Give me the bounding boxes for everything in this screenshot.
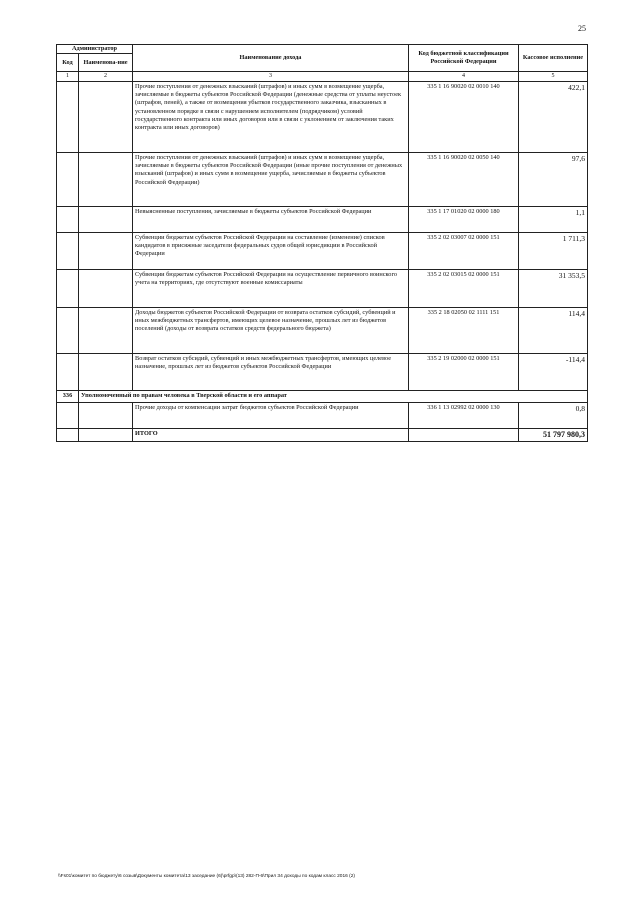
amount: 422,1	[519, 81, 588, 152]
table-row	[57, 152, 588, 206]
income-name: Субвенции бюджетам субъектов Российской Федерации на составление (изменение) списков кандидатов в присяжные заседатели федеральных судов общей юрисдикции в Российской Федерации	[133, 232, 409, 269]
column-number: 3	[133, 72, 409, 82]
amount: 0,8	[519, 402, 588, 428]
income-name: Возврат остатков субсидий, субвенций и иных межбюджетных трансфертов, имеющих целевое назначение, прошлых лет из бюджетов субъектов Российской Федерации	[133, 353, 409, 390]
header-cash-execution: Кассовое исполнение	[519, 45, 588, 72]
table-row	[57, 402, 588, 428]
header-code: Код	[57, 54, 79, 72]
budget-code: 335 2 19 02000 02 0000 151	[409, 353, 519, 390]
column-number: 5	[519, 72, 588, 82]
header-admin-name: Наименова-ние	[79, 54, 133, 72]
amount: 1 711,3	[519, 232, 588, 269]
column-number: 2	[79, 72, 133, 82]
amount: 97,6	[519, 152, 588, 206]
header-administrator: Администратор	[57, 45, 133, 54]
column-number: 4	[409, 72, 519, 82]
budget-code: 335 2 02 03015 02 0000 151	[409, 269, 519, 307]
admin-code: 336	[57, 390, 79, 402]
table-row	[57, 269, 588, 307]
amount: 1,1	[519, 206, 588, 232]
table-row	[57, 307, 588, 353]
admin-name: Уполномоченный по правам человека в Тверской области и его аппарат	[79, 390, 588, 402]
total-value: 51 797 980,3	[519, 428, 588, 442]
total-label: ИТОГО	[133, 428, 409, 442]
table-row	[57, 353, 588, 390]
admin-section-row	[57, 390, 588, 402]
budget-code: 335 1 17 01020 02 0000 180	[409, 206, 519, 232]
header-budget-code: Код бюджетной классификации Российской Федерации	[409, 45, 519, 72]
income-name: Прочие поступления от денежных взысканий (штрафов) и иных сумм в возмещение ущерба, зачисляемые в бюджеты субъектов Российской Федерации (иные прочие поступления от денежных взысканий (штрафов) и иных сумм в возмещение ущерба, зачисляемые в бюджеты субъектов Российской Федерации)	[133, 152, 409, 206]
income-name: Прочие поступления от денежных взысканий (штрафов) и иных сумм в возмещение ущерба, зачисляемые в бюджеты субъектов Российской Федерации (денежные средства от уплаты неустоек (штрафов, пеней), а также от возмещения убытков государственного заказчика, взысканных в установленном порядке в связи с нарушением исполнителем (подрядчиком) условий государственного контракта или иных договоров или в связи с уклонением от заключения таких контракта или иных договоров)	[133, 81, 409, 152]
table-row	[57, 81, 588, 152]
income-name: Субвенции бюджетам субъектов Российской Федерации на осуществление первичного воинского учета на территориях, где отсутствуют военные комиссариаты	[133, 269, 409, 307]
table-row	[57, 232, 588, 269]
income-name: Невыясненные поступления, зачисляемые в бюджеты субъектов Российской Федерации	[133, 206, 409, 232]
budget-code: 335 1 16 90020 02 0050 140	[409, 152, 519, 206]
column-numbers-row	[57, 72, 588, 82]
header-income-name: Наименование дохода	[133, 45, 409, 72]
income-name: Доходы бюджетов субъектов Российской Федерации от возврата остатков субсидий, субвенций и иных межбюджетных трансфертов, имеющих целевое назначение, прошлых лет из бюджетов поселений (доходы от возврата остатков средств федерального бюджета)	[133, 307, 409, 353]
budget-code: 335 2 02 03007 02 0000 151	[409, 232, 519, 269]
budget-code: 335 1 16 90020 02 0010 140	[409, 81, 519, 152]
budget-code: 336 1 13 02992 02 0000 130	[409, 402, 519, 428]
page-number: 25	[578, 24, 586, 33]
file-path-footer: \\Fs01\комитет по бюджету\6 созыв\Документы комитета\13 заседание (6)\prfgp\(13) 282-П-6\Прил 34 доходы по кодам класс 2016 (2)	[58, 874, 356, 879]
total-row	[57, 428, 588, 442]
income-table	[56, 44, 588, 442]
amount: -114,4	[519, 353, 588, 390]
amount: 31 353,5	[519, 269, 588, 307]
column-number: 1	[57, 72, 79, 82]
income-name: Прочие доходы от компенсации затрат бюджетов субъектов Российской Федерации	[133, 402, 409, 428]
budget-code: 335 2 18 02050 02 1111 151	[409, 307, 519, 353]
amount: 114,4	[519, 307, 588, 353]
table-row	[57, 206, 588, 232]
